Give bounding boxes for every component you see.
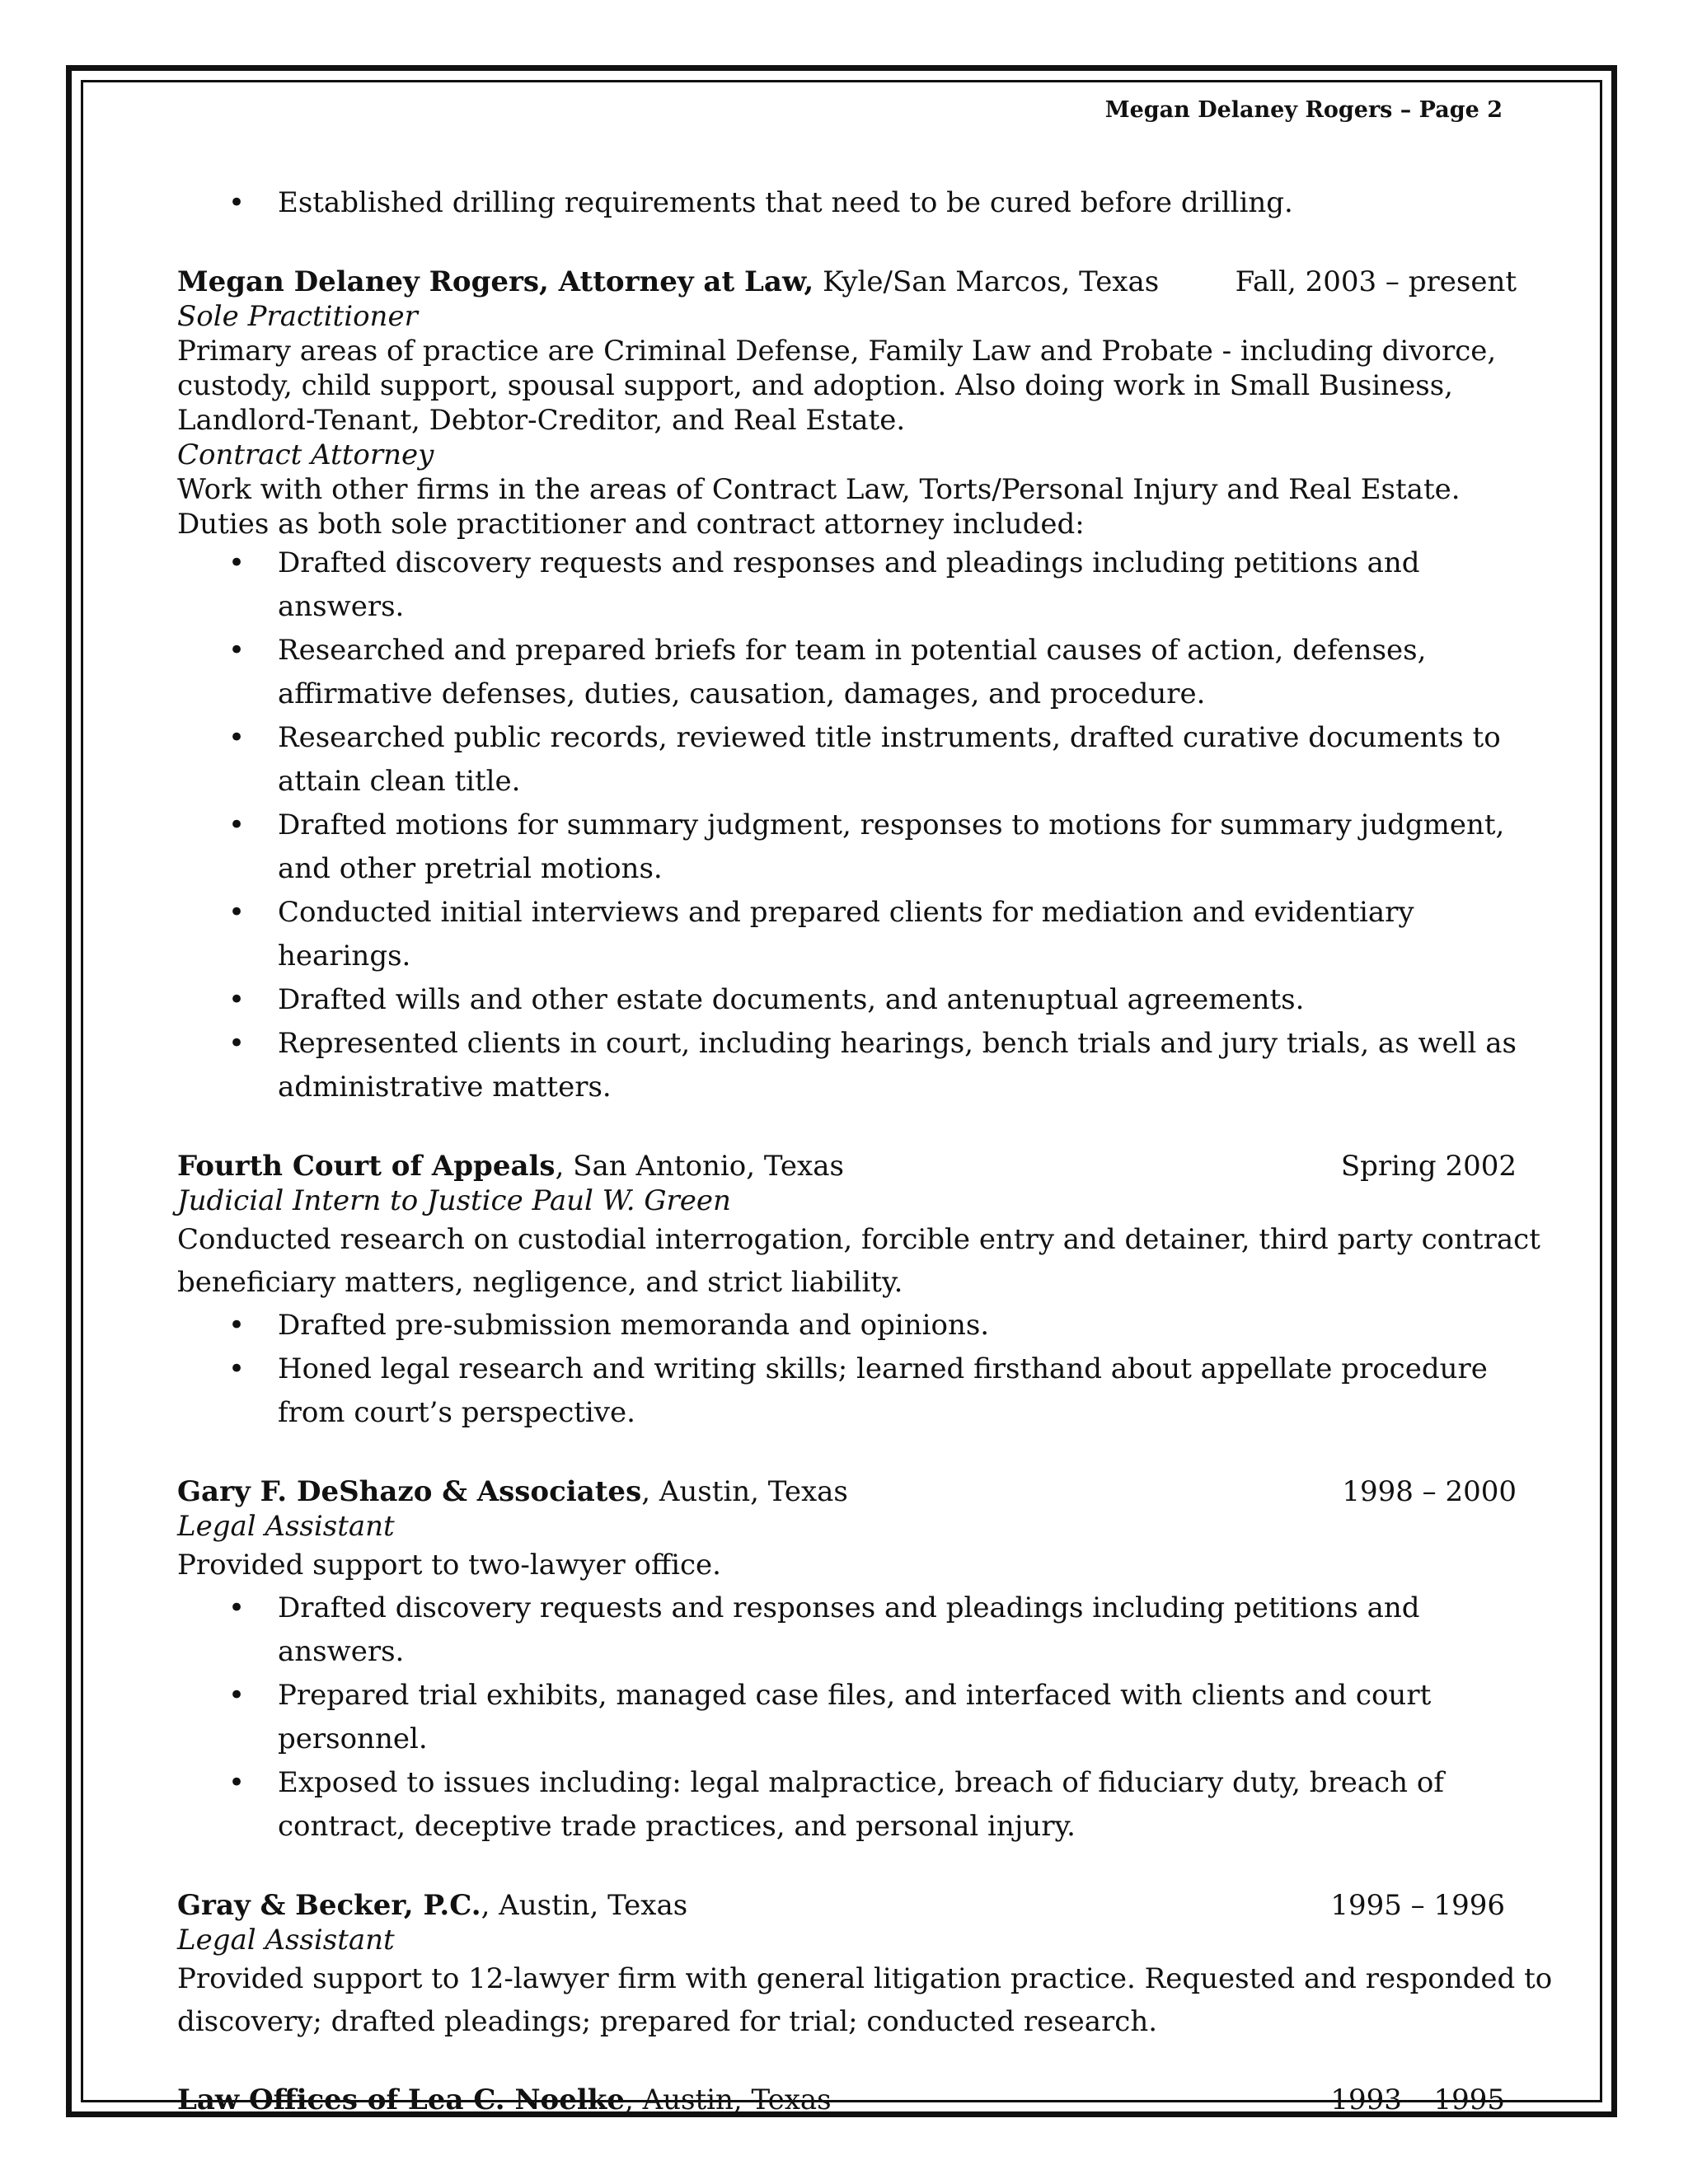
entry-location: , San Antonio, Texas — [555, 1150, 844, 1183]
entry-header — [177, 265, 1517, 299]
entry-description-line: Provided support to two-lawyer office. — [177, 1549, 721, 1582]
list-item: • Drafted pre-submission memoranda and opinions. — [177, 1304, 1517, 1347]
list-item: • Drafted wills and other estate documents, and antenuptual agreements. — [177, 978, 1517, 1022]
entry-bullet-list — [177, 1586, 1517, 1849]
experience-entry — [177, 2083, 1517, 2117]
list-item: • Researched public records, reviewed title instruments, drafted curative documents to attain clean title. — [177, 716, 1517, 804]
list-item: • Conducted initial interviews and prepared clients for mediation and evidentiary hearings. — [177, 891, 1517, 978]
entry-location: Kyle/San Marcos, Texas — [814, 265, 1160, 298]
list-item: • Researched and prepared briefs for team in potential causes of action, defenses, affirmative defenses, duties, causation, damages, and procedure. — [177, 629, 1517, 716]
entry-description-line: custody, child support, spousal support, and adoption. Also doing work in Small Business, — [177, 369, 1453, 402]
entry-header — [177, 1888, 1517, 1923]
entry-description-line: Provided support to 12-lawyer firm with general litigation practice. Requested and responded to — [177, 1962, 1553, 1995]
entry-org-location — [177, 1888, 687, 1923]
entry-role: Legal Assistant — [177, 1924, 395, 1957]
list-item: • Prepared trial exhibits, managed case files, and interfaced with clients and court personnel. — [177, 1674, 1517, 1761]
entry-description-line: Work with other firms in the areas of Contract Law, Torts/Personal Injury and Real Estate. — [177, 473, 1461, 506]
list-item: • Drafted discovery requests and responses and pleadings including petitions and answers. — [177, 541, 1517, 629]
entry-description-line: Duties as both sole practitioner and contract attorney included: — [177, 508, 1085, 541]
entry-org: Fourth Court of Appeals — [177, 1150, 556, 1183]
entry-org: Gray & Becker, P.C. — [177, 1889, 481, 1922]
entry-location: , Austin, Texas — [641, 1475, 848, 1508]
entry-org-location — [177, 2083, 832, 2117]
entry-org-location — [177, 1149, 844, 1183]
experience-entry — [177, 1474, 1517, 1849]
list-item: • Exposed to issues including: legal malpractice, breach of fiduciary duty, breach of contract, deceptive trade practices, and personal injury. — [177, 1761, 1517, 1849]
entry-description-line: beneficiary matters, negligence, and strict liability. — [177, 1266, 903, 1299]
experience-entry — [177, 1888, 1553, 2043]
entry-description-line: Landlord-Tenant, Debtor-Creditor, and Real Estate. — [177, 404, 906, 437]
entry-description-line: discovery; drafted pleadings; prepared for trial; conducted research. — [177, 2005, 1158, 2038]
entry-dates: Fall, 2003 – present — [1235, 265, 1517, 298]
lead-bullet-list — [177, 181, 1517, 225]
entry-bullet-list — [177, 1304, 1517, 1435]
entry-role: Sole Practitioner — [177, 300, 418, 333]
entry-dates: 1993 – 1995 — [1330, 2083, 1505, 2116]
entry-org-location — [177, 265, 1159, 299]
experience-entry — [177, 265, 1517, 1109]
list-item: • Drafted motions for summary judgment, responses to motions for summary judgment, and other pretrial motions. — [177, 804, 1517, 891]
entry-org: Gary F. DeShazo & Associates — [177, 1475, 642, 1508]
page-header: Megan Delaney Rogers – Page 2 — [1104, 97, 1503, 123]
entry-dates: 1995 – 1996 — [1330, 1889, 1505, 1922]
entry-role: Judicial Intern to Justice Paul W. Green — [177, 1184, 731, 1217]
list-item: • Honed legal research and writing skills; learned firsthand about appellate procedure from court’s perspective. — [177, 1347, 1517, 1435]
entry-bullet-list — [177, 541, 1517, 1109]
entry-location: , Austin, Texas — [624, 2083, 832, 2116]
entry-dates: 1998 – 2000 — [1342, 1475, 1517, 1508]
entry-header — [177, 1149, 1517, 1183]
list-item: • Represented clients in court, including hearings, bench trials and jury trials, as well as administrative matters. — [177, 1022, 1517, 1109]
entry-header — [177, 2083, 1517, 2117]
entry-dates: Spring 2002 — [1340, 1150, 1517, 1183]
entry-description-line: Primary areas of practice are Criminal Defense, Family Law and Probate - including divorce, — [177, 335, 1497, 368]
list-item: • Drafted discovery requests and responses and pleadings including petitions and answers. — [177, 1586, 1517, 1674]
entry-org: Law Offices of Lea C. Noelke — [177, 2083, 625, 2116]
entry-role: Contract Attorney — [177, 438, 434, 471]
entry-location: , Austin, Texas — [481, 1889, 688, 1922]
entry-description-line: Conducted research on custodial interrogation, forcible entry and detainer, third party contract — [177, 1223, 1540, 1256]
list-item: • Established drilling requirements that need to be cured before drilling. — [177, 181, 1517, 225]
resume-content — [177, 181, 1553, 2117]
entry-header — [177, 1474, 1517, 1509]
entry-org-location — [177, 1474, 848, 1509]
entry-org: Megan Delaney Rogers, Attorney at Law, — [177, 265, 814, 298]
entry-role: Legal Assistant — [177, 1510, 395, 1543]
experience-entry — [177, 1149, 1540, 1435]
